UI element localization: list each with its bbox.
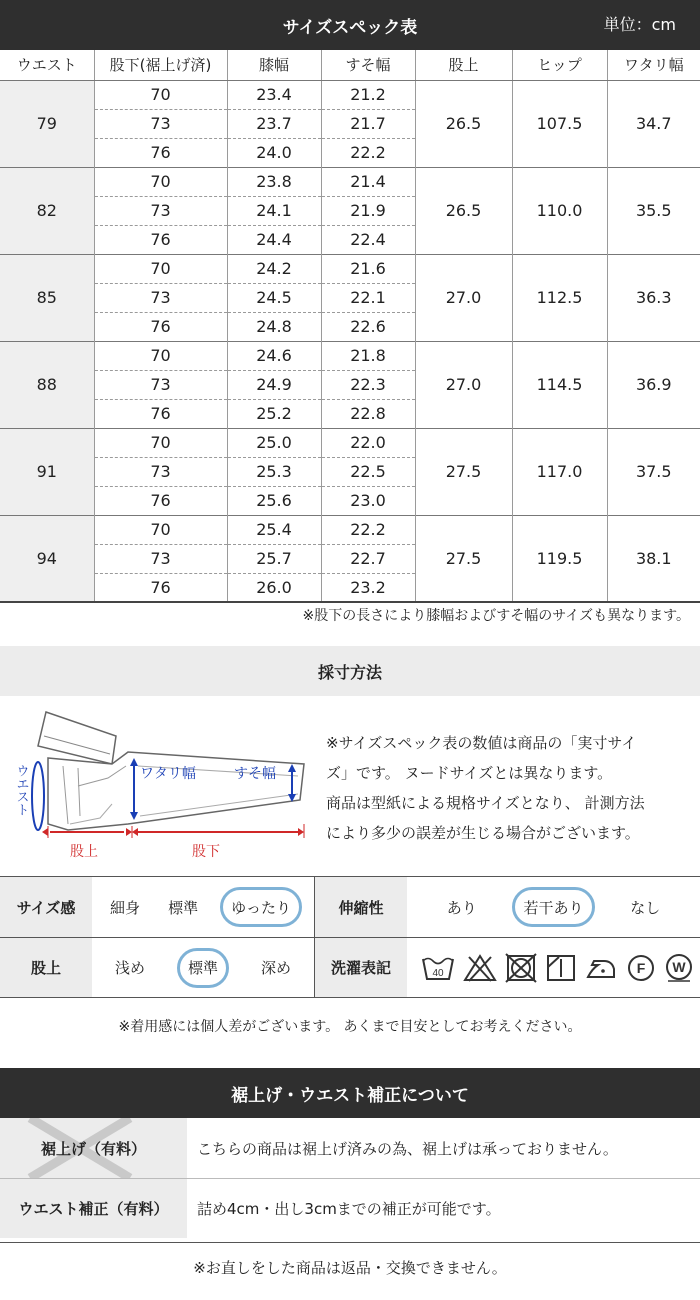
col-header: 股上: [415, 50, 512, 80]
feature-grid: [0, 876, 700, 998]
waist-cell: 85: [0, 254, 94, 341]
hem-cell: 22.7: [321, 544, 415, 573]
stretch-label: 伸縮性: [315, 877, 407, 937]
knee-cell: 24.4: [227, 225, 321, 254]
rise-cell: 26.5: [415, 167, 512, 254]
hem-cell: 22.0: [321, 428, 415, 457]
hip-cell: 119.5: [512, 515, 607, 602]
waist-measure-mark: [32, 762, 44, 830]
waist-cell: 91: [0, 428, 94, 515]
table-row: [0, 341, 700, 370]
wet-clean-letter: W: [672, 958, 686, 975]
table-row: [0, 428, 700, 457]
hem-cell: 21.2: [321, 80, 415, 109]
hip-cell: 117.0: [512, 428, 607, 515]
desc-line: ズ」です。 ヌードサイズとは異なります。: [326, 764, 613, 782]
dry-clean-letter: F: [636, 959, 646, 976]
inseam-cell: 76: [94, 573, 227, 602]
rise-option: 深め: [260, 959, 291, 977]
spec-title: サイズスペック表: [282, 17, 418, 38]
stretch-option: なし: [630, 898, 661, 917]
inseam-cell: 73: [94, 283, 227, 312]
hemming-label-cell: [0, 1118, 187, 1178]
hem-cell: 22.8: [321, 399, 415, 428]
alteration-note: ※お直しをした商品は返品・交換できません。: [0, 1242, 700, 1278]
fit-options: [92, 877, 315, 937]
measure-title: 採寸方法: [0, 646, 700, 696]
rise-cell: 27.0: [415, 341, 512, 428]
thigh-cell: 38.1: [607, 515, 700, 602]
stretch-option: 若干あり: [512, 887, 594, 927]
inseam-cell: 70: [94, 254, 227, 283]
hem-cell: 23.2: [321, 573, 415, 602]
hem-cell: 21.8: [321, 341, 415, 370]
no-bleach-icon: [463, 953, 497, 983]
waist-cell: 82: [0, 167, 94, 254]
desc-line: 商品は型紙による規格サイズとなり、 計測方法: [326, 794, 645, 812]
knee-cell: 25.3: [227, 457, 321, 486]
stretch-option: あり: [446, 898, 477, 917]
feature-row: [0, 877, 700, 937]
knee-cell: 25.2: [227, 399, 321, 428]
waist-adjust-value: 詰め4cm・出し3cmまでの補正が可能です。: [197, 1200, 501, 1218]
inseam-cell: 73: [94, 196, 227, 225]
inseam-cell: 76: [94, 138, 227, 167]
spec-note: ※股下の長さにより膝幅およびすそ幅のサイズも異なります。: [302, 608, 690, 624]
rise-cell: 26.5: [415, 80, 512, 167]
hem-cell: 21.9: [321, 196, 415, 225]
inseam-cell: 70: [94, 80, 227, 109]
alteration-row: [0, 1118, 700, 1178]
desc-line: により多少の誤差が生じる場合がございます。: [326, 824, 640, 842]
fit-label: サイズ感: [0, 877, 92, 937]
waist-cell: 79: [0, 80, 94, 167]
spec-title-bar: [0, 0, 700, 50]
hip-cell: 114.5: [512, 341, 607, 428]
pants-leg-shape: [48, 752, 304, 830]
knee-cell: 24.8: [227, 312, 321, 341]
inseam-cell: 76: [94, 486, 227, 515]
rise-options: [92, 938, 315, 997]
knee-cell: 23.7: [227, 109, 321, 138]
knee-cell: 24.6: [227, 341, 321, 370]
wash-label: 洗濯表記: [315, 938, 407, 997]
hip-cell: 112.5: [512, 254, 607, 341]
thigh-cell: 34.7: [607, 80, 700, 167]
dry-clean-f-icon: [626, 953, 656, 983]
pants-measure-diagram: [8, 706, 313, 866]
measure-description: [326, 728, 696, 848]
knee-cell: 24.2: [227, 254, 321, 283]
fit-note: ※着用感には個人差がございます。 あくまで目安としてお考えください。: [118, 1019, 582, 1035]
inseam-cell: 70: [94, 428, 227, 457]
knee-cell: 23.8: [227, 167, 321, 196]
hem-cell: 21.7: [321, 109, 415, 138]
hem-cell: 22.2: [321, 138, 415, 167]
knee-cell: 25.6: [227, 486, 321, 515]
inseam-cell: 70: [94, 515, 227, 544]
knee-cell: 24.5: [227, 283, 321, 312]
fit-option: 標準: [168, 898, 199, 917]
rise-feature-label: 股上: [0, 938, 92, 997]
hem-cell: 22.4: [321, 225, 415, 254]
no-tumble-dry-icon: [505, 953, 537, 983]
rise-label: 股上: [70, 843, 98, 859]
inseam-label: 股下: [192, 843, 220, 859]
alteration-row: [0, 1178, 700, 1238]
inseam-cell: 73: [94, 457, 227, 486]
unit-label: 単位：cm: [603, 15, 676, 34]
hem-cell: 22.5: [321, 457, 415, 486]
thigh-cell: 36.9: [607, 341, 700, 428]
hem-cell: 23.0: [321, 486, 415, 515]
rise-cell: 27.5: [415, 515, 512, 602]
inseam-cell: 73: [94, 109, 227, 138]
knee-cell: 26.0: [227, 573, 321, 602]
rise-cell: 27.5: [415, 428, 512, 515]
col-header: ワタリ幅: [607, 50, 700, 80]
hip-cell: 107.5: [512, 80, 607, 167]
rise-cell: 27.0: [415, 254, 512, 341]
desc-line: ※サイズスペック表の数値は商品の「実寸サイ: [326, 734, 637, 752]
wash-icons: [407, 938, 700, 997]
knee-cell: 25.7: [227, 544, 321, 573]
rise-option: 浅め: [114, 959, 145, 977]
hem-cell: 21.4: [321, 167, 415, 196]
thigh-label: ワタリ幅: [140, 765, 196, 781]
table-row: [0, 167, 700, 196]
table-header-row: [0, 50, 700, 80]
table-row: [0, 254, 700, 283]
thigh-cell: 36.3: [607, 254, 700, 341]
table-row: [0, 515, 700, 544]
inseam-cell: 73: [94, 370, 227, 399]
alteration-title-bar: [0, 1068, 700, 1118]
hip-cell: 110.0: [512, 167, 607, 254]
hem-cell: 22.3: [321, 370, 415, 399]
size-spec-table: [0, 50, 700, 603]
hemming-value: こちらの商品は裾上げ済みの為、裾上げは承っておりません。: [197, 1139, 618, 1158]
wash-temp-text: 40: [432, 967, 444, 979]
fit-option: 細身: [110, 898, 141, 917]
waist-label: ウエスト: [14, 764, 30, 816]
col-header: ヒップ: [512, 50, 607, 80]
inseam-cell: 70: [94, 167, 227, 196]
stretch-options: [407, 877, 700, 937]
alteration-table: [0, 1118, 700, 1238]
knee-cell: 25.4: [227, 515, 321, 544]
iron-low-icon: [584, 953, 618, 983]
col-header: すそ幅: [321, 50, 415, 80]
fit-option: ゆったり: [220, 887, 302, 927]
knee-cell: 24.9: [227, 370, 321, 399]
inseam-cell: 76: [94, 225, 227, 254]
wash-40-icon: [421, 953, 455, 983]
col-header: 股下(裾上げ済): [94, 50, 227, 80]
col-header: 膝幅: [227, 50, 321, 80]
inseam-cell: 76: [94, 312, 227, 341]
thigh-cell: 37.5: [607, 428, 700, 515]
hem-cell: 22.1: [321, 283, 415, 312]
alteration-title: 裾上げ・ウエスト補正について: [231, 1085, 469, 1106]
knee-cell: 24.0: [227, 138, 321, 167]
wet-clean-w-icon: [664, 953, 694, 983]
knee-cell: 24.1: [227, 196, 321, 225]
inseam-cell: 76: [94, 399, 227, 428]
waist-cell: 94: [0, 515, 94, 602]
hemming-label: 裾上げ（有料）: [40, 1139, 146, 1158]
hem-cell: 22.6: [321, 312, 415, 341]
hem-label: すそ幅: [234, 765, 276, 781]
feature-row: [0, 937, 700, 997]
waist-adjust-label: ウエスト補正（有料）: [0, 1179, 187, 1238]
hem-cell: 21.6: [321, 254, 415, 283]
knee-cell: 25.0: [227, 428, 321, 457]
inseam-cell: 70: [94, 341, 227, 370]
knee-cell: 23.4: [227, 80, 321, 109]
waist-cell: 88: [0, 341, 94, 428]
thigh-cell: 35.5: [607, 167, 700, 254]
hem-cell: 22.2: [321, 515, 415, 544]
col-header: ウエスト: [0, 50, 94, 80]
rise-option: 標準: [177, 948, 229, 988]
line-dry-icon: [545, 953, 577, 983]
table-row: [0, 80, 700, 109]
inseam-cell: 73: [94, 544, 227, 573]
